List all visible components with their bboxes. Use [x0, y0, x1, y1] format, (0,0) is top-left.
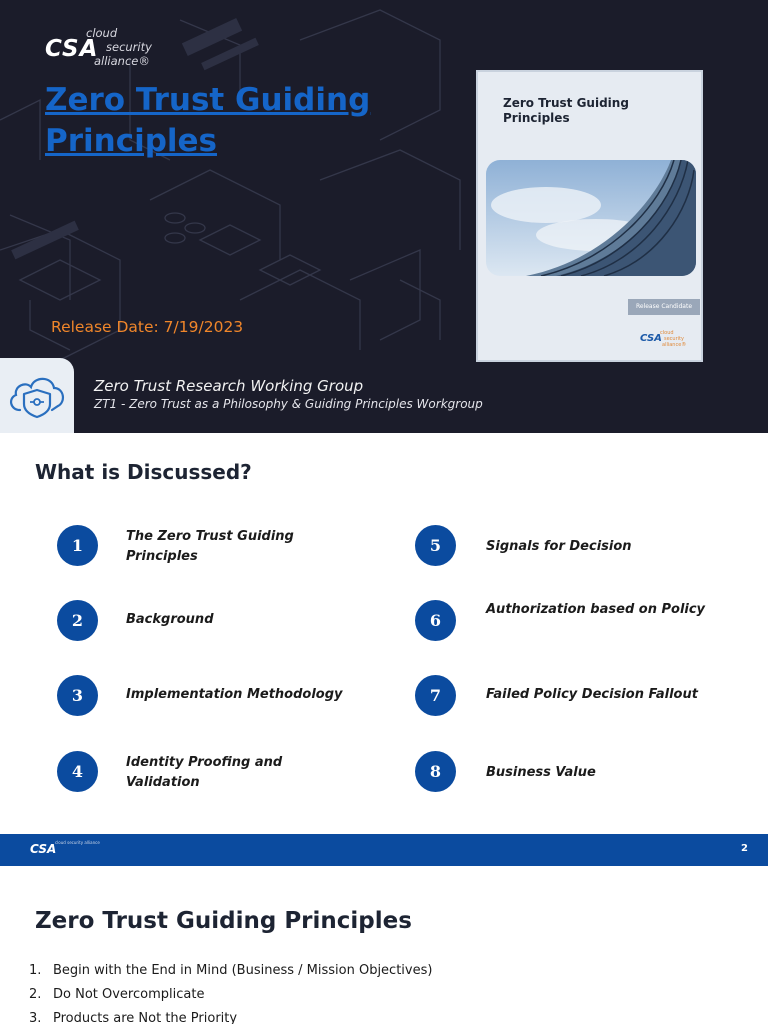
cloud-icon-tile: [0, 358, 74, 433]
cover-logo-line-2: security: [664, 336, 684, 342]
cover-logo-line-3: alliance®: [662, 342, 687, 348]
logo-line-3: alliance®: [94, 54, 150, 68]
title-slide: [0, 0, 768, 433]
agenda-item-label: Background: [126, 612, 214, 627]
list-number: 3.: [29, 1011, 42, 1024]
logo-line-2: security: [106, 40, 152, 54]
page-number: 2: [741, 843, 748, 854]
slide-title-link[interactable]: Zero Trust Guiding Principles: [45, 82, 371, 159]
agenda-item-3: [57, 675, 397, 719]
agenda-title: What is Discussed?: [35, 460, 252, 484]
cover-badge: Release Candidate: [628, 299, 700, 315]
agenda-item-6: [415, 600, 755, 644]
agenda-item-label: Business Value: [486, 765, 596, 780]
agenda-item-2: [57, 600, 397, 644]
list-text: Do Not Overcomplicate: [53, 987, 205, 1002]
cover-title: Zero Trust Guiding Principles: [503, 96, 629, 125]
principles-slide: [0, 866, 768, 1024]
agenda-number-badge: 6: [415, 600, 456, 641]
principles-title: Zero Trust Guiding Principles: [35, 908, 412, 934]
agenda-slide: [0, 433, 768, 866]
principles-list: [29, 962, 432, 1024]
csa-logo: [45, 26, 175, 72]
agenda-number-badge: 4: [57, 751, 98, 792]
list-item: [29, 962, 432, 986]
agenda-item-5: [415, 525, 755, 569]
workgroup-subtitle: ZT1 - Zero Trust as a Philosophy & Guiding Principles Workgroup: [94, 397, 483, 411]
agenda-item-8: [415, 751, 755, 795]
cloud-shield-icon: [6, 368, 68, 420]
list-text: Products are Not the Priority: [53, 1011, 238, 1024]
agenda-item-label: Failed Policy Decision Fallout: [486, 687, 698, 702]
agenda-number-badge: 7: [415, 675, 456, 716]
agenda-number-badge: 1: [57, 525, 98, 566]
footer-logo-mark: CSA: [30, 842, 57, 856]
agenda-item-label: Identity Proofing and Validation: [126, 755, 283, 790]
list-item: [29, 986, 432, 1010]
agenda-item-label: Authorization based on Policy: [486, 602, 706, 617]
list-number: 1.: [29, 963, 42, 978]
agenda-number-badge: 3: [57, 675, 98, 716]
logo-mark: CSA: [45, 36, 99, 62]
agenda-item-1: [57, 525, 397, 569]
logo-line-1: cloud: [86, 26, 118, 40]
cover-logo-mark: CSA: [640, 333, 662, 344]
agenda-item-label: Signals for Decision: [486, 539, 632, 554]
agenda-item-7: [415, 675, 755, 719]
working-group-name: Zero Trust Research Working Group: [94, 377, 364, 395]
agenda-number-badge: 5: [415, 525, 456, 566]
agenda-item-label: Implementation Methodology: [126, 687, 343, 702]
footer-logo-text: cloud security alliance: [55, 840, 100, 845]
document-cover-thumbnail: [476, 70, 703, 362]
agenda-number-badge: 8: [415, 751, 456, 792]
slide-footer: [0, 834, 768, 866]
agenda-item-label: The Zero Trust Guiding Principles: [126, 529, 294, 564]
list-text: Begin with the End in Mind (Business / Mission Objectives): [53, 963, 433, 978]
release-date: Release Date: 7/19/2023: [51, 318, 244, 336]
cover-logo-line-1: cloud: [660, 330, 674, 336]
agenda-number-badge: 2: [57, 600, 98, 641]
cover-csa-logo: [640, 330, 700, 350]
list-number: 2.: [29, 987, 42, 1002]
agenda-item-4: [57, 751, 397, 795]
cover-building-image: [486, 160, 696, 276]
list-item: [29, 1010, 432, 1024]
